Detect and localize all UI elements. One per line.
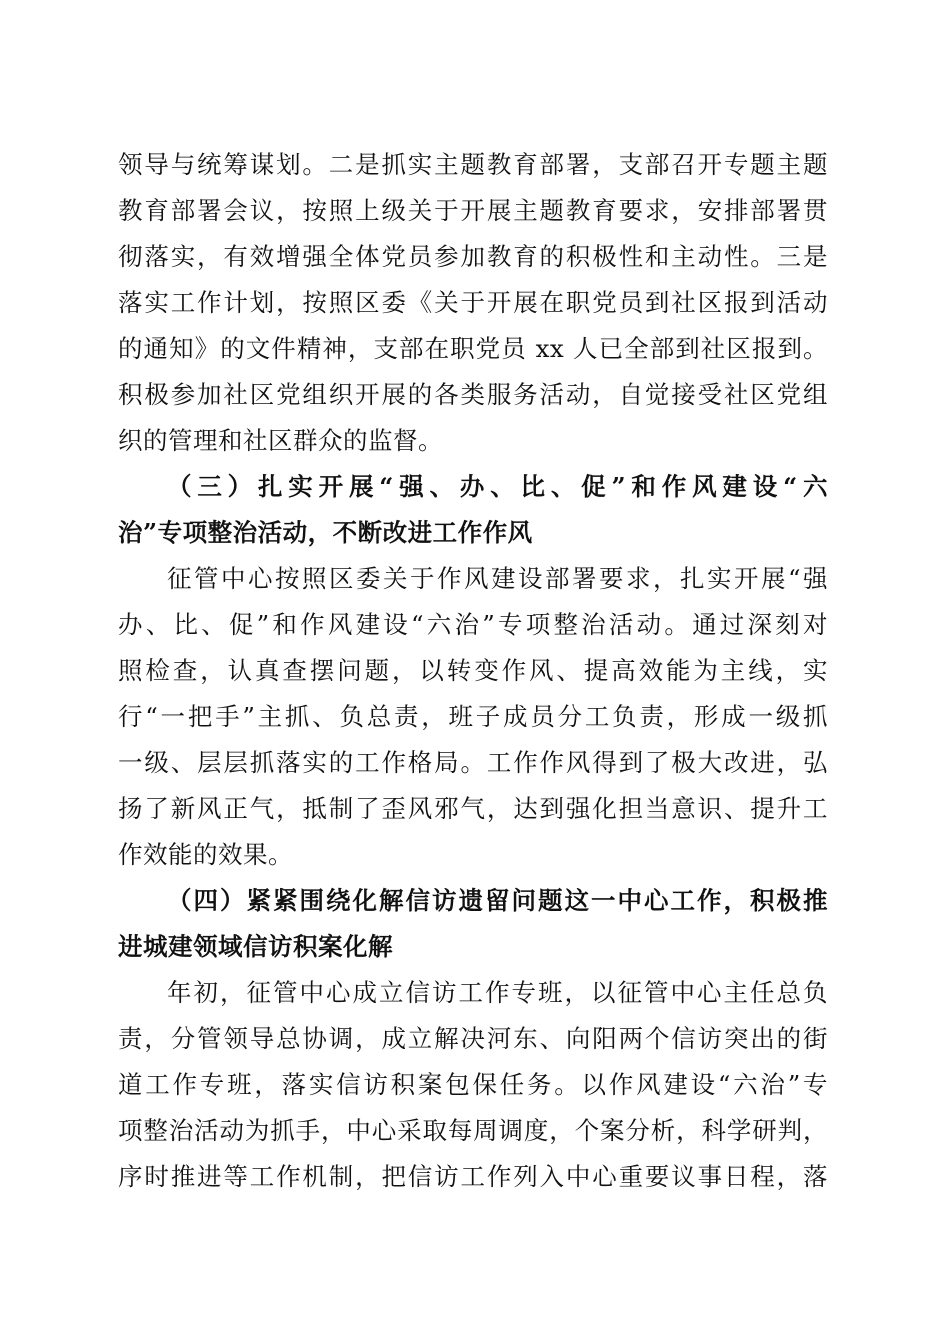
text-line: 扬了新风正气，抵制了歪风邪气，达到强化担当意识、提升工 xyxy=(118,794,828,823)
text-line: 作效能的效果。 xyxy=(118,840,293,869)
text-line: 征管中心按照区委关于作风建设部署要求，扎实开展“强 xyxy=(167,564,828,593)
section-heading-4 xyxy=(118,878,828,970)
paragraph-petitions xyxy=(118,970,828,1200)
paragraph-work-style xyxy=(118,556,828,878)
text-line: 照检查，认真查摆问题，以转变作风、提高效能为主线，实 xyxy=(118,656,828,685)
text-line: 织的管理和社区群众的监督。 xyxy=(118,426,443,455)
text-line: 序时推进等工作机制，把信访工作列入中心重要议事日程，落 xyxy=(118,1162,828,1191)
heading-line: （三）扎实开展“强、办、比、促”和作风建设“六 xyxy=(167,472,828,501)
text-line: 积极参加社区党组织开展的各类服务活动，自觉接受社区党组 xyxy=(118,380,828,409)
text-line: 道工作专班，落实信访积案包保任务。以作风建设“六治”专 xyxy=(118,1070,828,1099)
text-line: 行“一把手”主抓、负总责，班子成员分工负责，形成一级抓 xyxy=(118,702,828,731)
text-line: 办、比、促”和作风建设“六治”专项整治活动。通过深刻对 xyxy=(118,610,828,639)
text-line: 领导与统筹谋划。二是抓实主题教育部署，支部召开专题主题 xyxy=(118,150,828,179)
heading-line: 进城建领域信访积案化解 xyxy=(118,932,393,961)
text-line: 一级、层层抓落实的工作格局。工作作风得到了极大改进，弘 xyxy=(118,748,828,777)
text-line: 彻落实，有效增强全体党员参加教育的积极性和主动性。三是 xyxy=(118,242,828,271)
text-line: 教育部署会议，按照上级关于开展主题教育要求，安排部署贯 xyxy=(118,196,828,225)
text-line: 的通知》的文件精神，支部在职党员 xx 人已全部到社区报到。 xyxy=(118,334,828,363)
text-line: 项整治活动为抓手，中心采取每周调度，个案分析，科学研判， xyxy=(118,1116,828,1145)
text-line: 落实工作计划，按照区委《关于开展在职党员到社区报到活动 xyxy=(118,288,828,317)
document-page xyxy=(118,142,828,1200)
heading-line: （四）紧紧围绕化解信访遗留问题这一中心工作，积极推 xyxy=(167,886,828,915)
text-line: 责，分管领导总协调，成立解决河东、向阳两个信访突出的街 xyxy=(118,1024,828,1053)
text-line: 年初，征管中心成立信访工作专班，以征管中心主任总负 xyxy=(167,978,828,1007)
heading-line: 治”专项整治活动，不断改进工作作风 xyxy=(118,518,533,547)
section-heading-3 xyxy=(118,464,828,556)
paragraph-party-tasks xyxy=(118,142,828,464)
